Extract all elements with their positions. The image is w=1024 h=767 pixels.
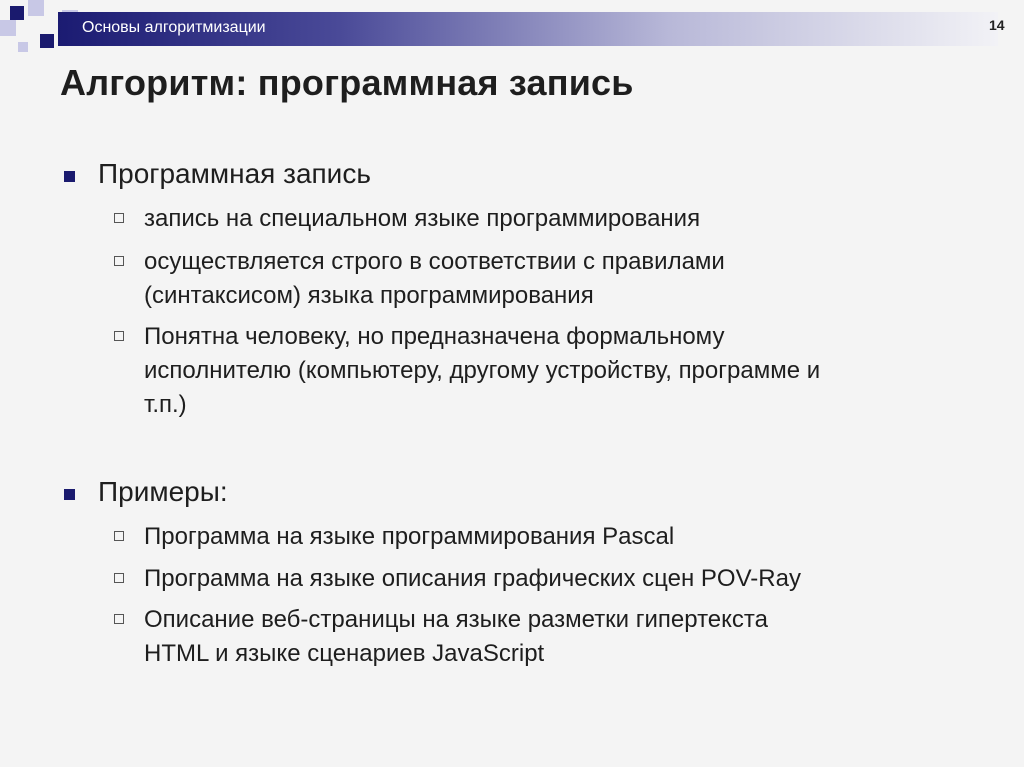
section-title: Основы алгоритмизации bbox=[82, 19, 266, 36]
hollow-square-bullet-icon bbox=[114, 331, 124, 341]
decor-square bbox=[10, 6, 24, 20]
decor-square bbox=[40, 34, 54, 48]
list-item-text: Программа на языке программирования Pascal bbox=[144, 523, 675, 550]
list-item-text: т.п.) bbox=[144, 391, 187, 418]
list-item-text: осуществляется строго в соответствии с правилами bbox=[144, 248, 725, 275]
decor-square bbox=[0, 20, 16, 36]
square-bullet-icon bbox=[64, 489, 75, 500]
list-item-text: исполнителю (компьютеру, другому устройству, программе и bbox=[144, 357, 821, 384]
list-item-text: Программа на языке описания графических сцен POV-Ray bbox=[144, 565, 801, 592]
page-number: 14 bbox=[989, 17, 1005, 33]
hollow-square-bullet-icon bbox=[114, 573, 124, 583]
list-item-text: Описание веб-страницы на языке разметки гипертекста bbox=[144, 606, 768, 633]
hollow-square-bullet-icon bbox=[114, 614, 124, 624]
square-bullet-icon bbox=[64, 171, 75, 182]
list-item-text: (синтаксисом) языка программирования bbox=[144, 282, 594, 309]
hollow-square-bullet-icon bbox=[114, 531, 124, 541]
hollow-square-bullet-icon bbox=[114, 256, 124, 266]
decor-square bbox=[28, 0, 44, 16]
list-item-text: HTML и языке сценариев JavaScript bbox=[144, 640, 545, 667]
list-item-text: Понятна человеку, но предназначена формальному bbox=[144, 323, 725, 350]
hollow-square-bullet-icon bbox=[114, 213, 124, 223]
list-item-text: запись на специальном языке программирования bbox=[144, 205, 701, 232]
section-heading-text: Примеры: bbox=[98, 476, 228, 507]
decor-square bbox=[18, 42, 28, 52]
section-heading-text: Программная запись bbox=[98, 158, 371, 189]
slide-title: Алгоритм: программная запись bbox=[60, 62, 634, 103]
